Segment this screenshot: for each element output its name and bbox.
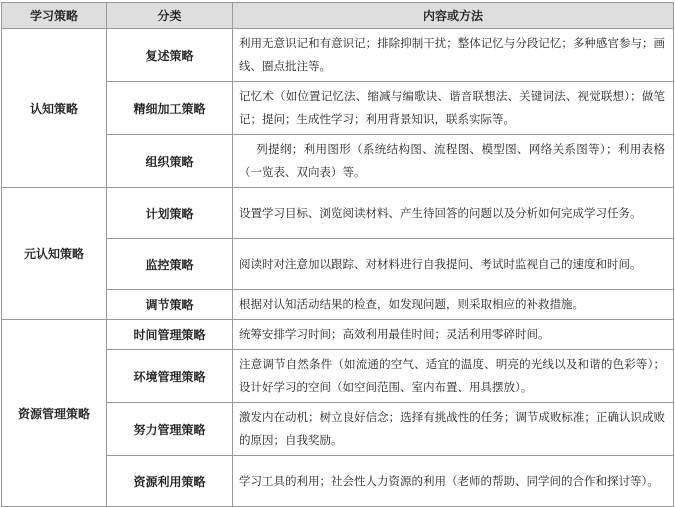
category-cell: 调节策略 [107, 290, 233, 320]
content-cell: 学习工具的利用；社会性人力资源的利用（老师的帮助、同学间的合作和探讨等）。 [233, 456, 674, 507]
header-content: 内容或方法 [233, 3, 674, 29]
content-cell: 注意调节自然条件（如流通的空气、适宜的温度、明亮的光线以及和谐的色彩等）；设计好学习的空间（如空间范围、室内布置、用具摆放）。 [233, 350, 674, 403]
content-cell: 利用无意识记和有意识记；排除抑制干扰；整体记忆与分段记忆；多种感官参与；画线、圈点批注等。 [233, 29, 674, 82]
category-cell: 努力管理策略 [107, 403, 233, 456]
group-metacognitive-strategy: 元认知策略 [2, 188, 107, 320]
learning-strategy-table [1, 2, 674, 507]
category-cell: 组织策略 [107, 135, 233, 188]
content-cell: 列提纲；利用图形（系统结构图、流程图、模型图、网络关系图等）；利用表格（一览表、双向表）等。 [233, 135, 674, 188]
category-cell: 计划策略 [107, 188, 233, 239]
group-resource-management-strategy: 资源管理策略 [2, 320, 107, 507]
category-cell: 复述策略 [107, 29, 233, 82]
table-row [2, 29, 674, 82]
content-cell: 记忆术（如位置记忆法、缩减与编歌诀、谐音联想法、关键词法、视觉联想）；做笔记；提问；生成性学习；利用背景知识，联系实际等。 [233, 82, 674, 135]
content-cell: 设置学习目标、浏览阅读材料、产生待回答的问题以及分析如何完成学习任务。 [233, 188, 674, 239]
category-cell: 环境管理策略 [107, 350, 233, 403]
content-cell: 统筹安排学习时间；高效利用最佳时间；灵活利用零碎时间。 [233, 320, 674, 350]
content-cell: 根据对认知活动结果的检查，如发现问题，则采取相应的补救措施。 [233, 290, 674, 320]
category-cell: 时间管理策略 [107, 320, 233, 350]
table-row [2, 320, 674, 350]
table-header-row [2, 3, 674, 29]
content-cell: 激发内在动机；树立良好信念；选择有挑战性的任务；调节成败标准；正确认识成败的原因；自我奖励。 [233, 403, 674, 456]
header-category: 分类 [107, 3, 233, 29]
strategy-table-container [1, 2, 674, 507]
header-strategy: 学习策略 [2, 3, 107, 29]
category-cell: 精细加工策略 [107, 82, 233, 135]
content-cell: 阅读时对注意加以跟踪、对材料进行自我提问、考试时监视自己的速度和时间。 [233, 239, 674, 290]
table-row [2, 188, 674, 239]
group-cognitive-strategy: 认知策略 [2, 29, 107, 188]
category-cell: 监控策略 [107, 239, 233, 290]
category-cell: 资源利用策略 [107, 456, 233, 507]
